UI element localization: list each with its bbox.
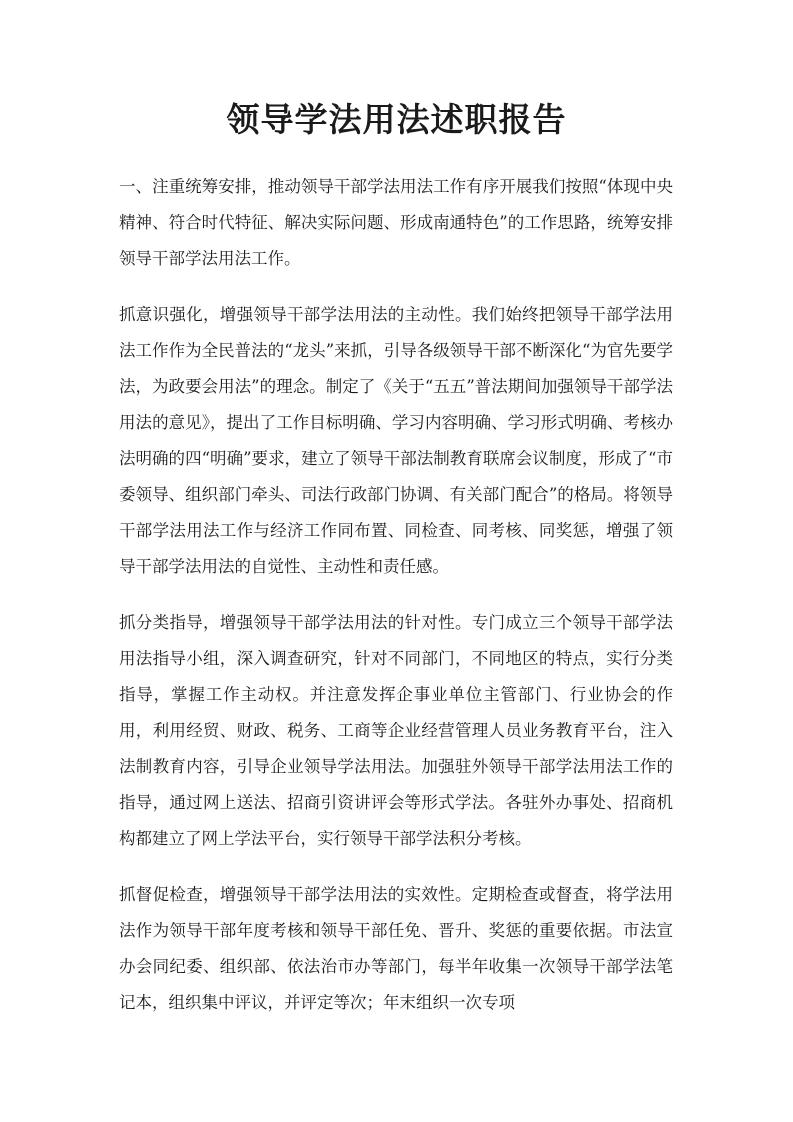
document-body [119, 169, 673, 1041]
paragraph-4: 抓督促检查，增强领导干部学法用法的实效性。定期检查或督查，将学法用法作为领导干部年度考核和领导干部任免、晋升、奖惩的重要依据。市法宣办会同纪委、组织部、依法治市办等部门，每半年收集一次领导干部学法笔记本，组织集中评议，并评定等次；年末组织一次专项 [119, 885, 673, 1012]
paragraph-3: 抓分类指导，增强领导干部学法用法的针对性。专门成立三个领导干部学法用法指导小组，深入调查研究，针对不同部门，不同地区的特点，实行分类指导，掌握工作主动权。并注意发挥企事业单位主管部门、行业协会的作用，利用经贸、财政、税务、工商等企业经营管理人员业务教育平台，注入法制教育内容，引导企业领导学法用法。加强驻外领导干部学法用法工作的指导，通过网上送法、招商引资讲评会等形式学法。各驻外办事处、招商机构都建立了网上学法平台，实行领导干部学法积分考核。 [119, 613, 673, 848]
paragraph-2: 抓意识强化，增强领导干部学法用法的主动性。我们始终把领导干部学法用法工作作为全民普法的“龙头”来抓，引导各级领导干部不断深化“为官先要学法，为政要会用法”的理念。制定了《关于“五五”普法期间加强领导干部学法用法的意见》，提出了工作目标明确、学习内容明确、学习形式明确、考核办法明确的四“明确”要求，建立了领导干部法制教育联席会议制度，形成了“市委领导、组织部门牵头、司法行政部门协调、有关部门配合”的格局。将领导干部学法用法工作与经济工作同布置、同检查、同考核、同奖惩，增强了领导干部学法用法的自觉性、主动性和责任感。 [119, 305, 673, 576]
paragraph-1: 一、注重统筹安排，推动领导干部学法用法工作有序开展我们按照“体现中央精神、符合时代特征、解决实际问题、形成南通特色”的工作思路，统筹安排领导干部学法用法工作。 [119, 177, 673, 268]
document-title: 领导学法用法述职报告 [226, 100, 567, 139]
